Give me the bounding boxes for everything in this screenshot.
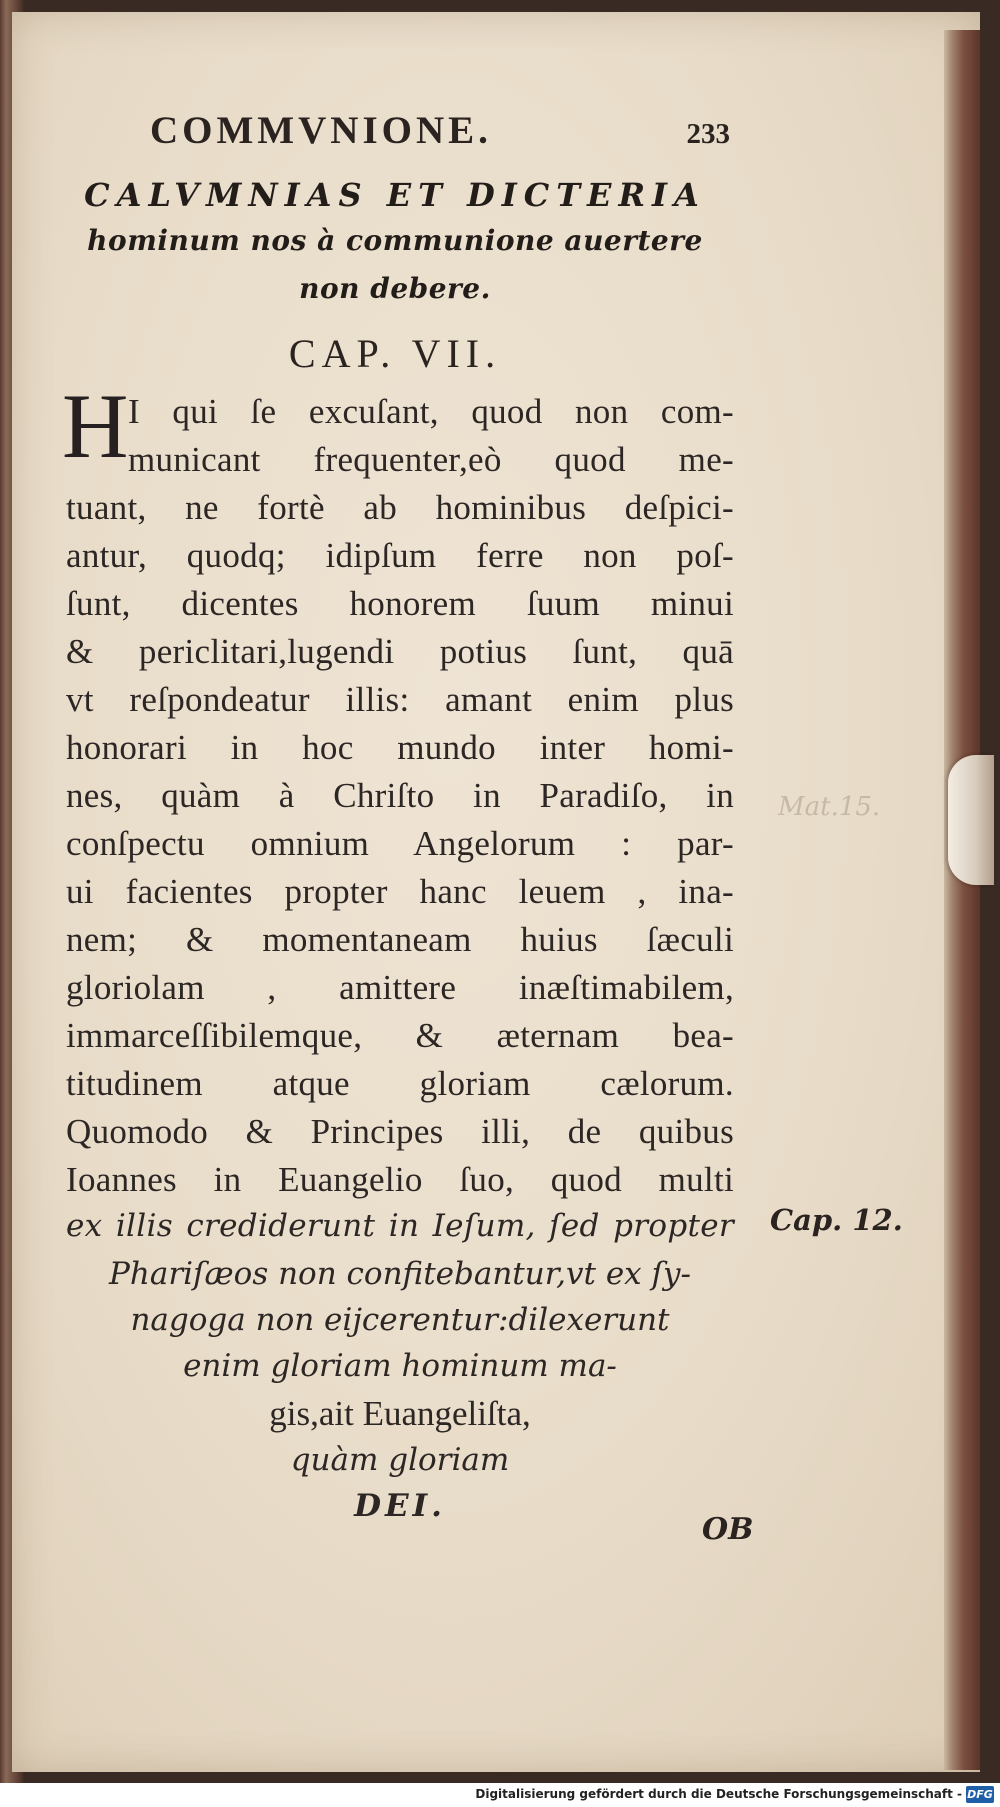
bleed-through-mark: Mat.15. <box>778 792 881 822</box>
body-line: honorari in hoc mundo inter homi- <box>66 728 734 767</box>
body-line: ui facientes propter hanc leuem , ina- <box>66 872 734 911</box>
body-line: Ioannes in Euangelio ſuo, quod multi <box>66 1160 734 1199</box>
body-line: vt reſpondeatur illis: amant enim plus <box>66 680 734 719</box>
tail-line-dei: DEI. <box>354 1488 446 1524</box>
page-number: 233 <box>686 118 730 150</box>
chapter-heading-line1: CALVMNIAS ET DICTERIA <box>84 176 706 214</box>
chapter-label: CAP. VII. <box>288 331 502 376</box>
footer-credit: Digitalisierung gefördert durch die Deutsche Forschungsgemeinschaft - <box>475 1787 962 1801</box>
body-line: antur, quodq; idipſum ferre non poſ- <box>66 536 734 575</box>
body-line: ſunt, dicentes honorem ſuum minui <box>66 584 734 623</box>
dfg-logo: DFG <box>967 1788 993 1801</box>
body-line: nes, quàm à Chriſto in Paradiſo, in <box>66 776 734 815</box>
body-line: I qui ſe excuſant, quod non com- <box>128 392 734 431</box>
body-line-italic: ex illis crediderunt in Ieſum, ſed propter <box>66 1208 734 1244</box>
chapter-heading-line3: non debere. <box>299 272 491 305</box>
tail-line: gis,ait Euangeliſta, <box>269 1394 531 1433</box>
chapter-heading-line2: hominum nos à communione auertere <box>87 224 703 257</box>
tail-line: quàm gloriam <box>290 1442 510 1478</box>
body-line: conſpectu omnium Angelorum : par- <box>66 824 734 863</box>
marginal-note: Cap. 12. <box>770 1203 903 1237</box>
body-line: tuant, ne fortè ab hominibus deſpici- <box>66 488 734 527</box>
page-tab-marker <box>948 755 994 885</box>
catchword: OB <box>702 1512 754 1547</box>
tail-line: nagoga non eijcerentur:dilexerunt <box>130 1302 670 1338</box>
page-edge <box>944 30 980 1770</box>
body-line: immarceſſibilemque, & æternam bea- <box>66 1016 734 1055</box>
running-head <box>150 108 730 158</box>
body-line: & periclitari,lugendi potius ſunt, quā <box>66 632 734 671</box>
body-line: gloriolam , amittere inæſtimabilem, <box>66 968 734 1007</box>
body-line: municant frequenter,eò quod me- <box>128 440 734 479</box>
tail-line: Phariſæos non confitebantur,vt ex ſy- <box>109 1256 691 1292</box>
body-line: titudinem atque gloriam cælorum. <box>66 1064 734 1103</box>
drop-cap: H <box>62 375 129 477</box>
tail-line: enim gloriam hominum ma- <box>183 1348 617 1384</box>
running-title: COMMVNIONE. <box>150 109 492 152</box>
body-line: Quomodo & Principes illi, de quibus <box>66 1112 734 1151</box>
footer-bar <box>0 1783 1000 1807</box>
body-line: nem; & momentaneam huius ſæculi <box>66 920 734 959</box>
